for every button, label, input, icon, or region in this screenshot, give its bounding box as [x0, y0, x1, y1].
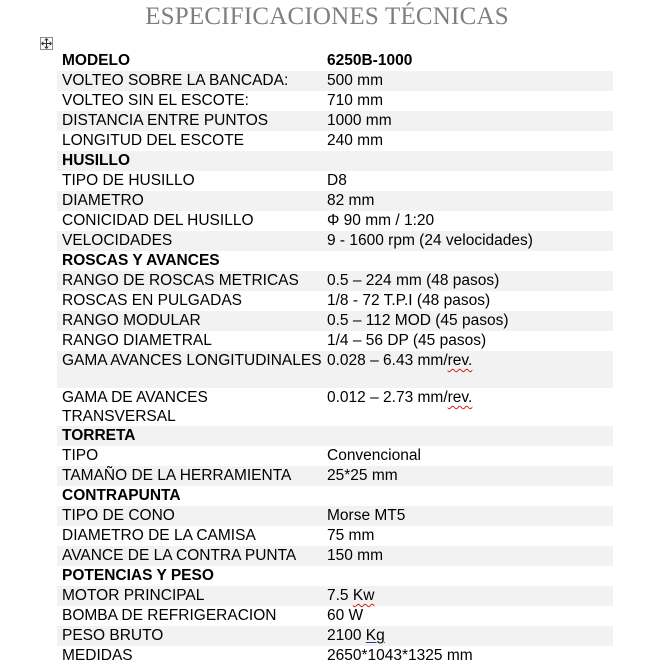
- underlined-unit-text: Kg: [365, 627, 385, 644]
- row-value: [323, 151, 613, 171]
- table-row: [57, 171, 613, 191]
- table-row: [57, 526, 613, 546]
- row-label: DIAMETRO: [57, 191, 323, 211]
- row-label: TAMAÑO DE LA HERRAMIENTA: [57, 466, 323, 486]
- section-header-husillo: [57, 151, 613, 171]
- row-value: 500 mm: [323, 71, 613, 91]
- row-value: 6250B-1000: [327, 52, 413, 69]
- table-row: [57, 111, 613, 131]
- section-label: TORRETA: [57, 426, 323, 446]
- table-row: [57, 626, 613, 646]
- table-row: [57, 546, 613, 566]
- table-row: [57, 231, 613, 251]
- row-value: 240 mm: [327, 132, 383, 149]
- section-header-contrapunta: [57, 486, 613, 506]
- table-row: [57, 606, 613, 626]
- row-value: 710 mm: [327, 92, 383, 109]
- row-label: AVANCE DE LA CONTRA PUNTA: [57, 546, 323, 566]
- row-label: TIPO: [62, 447, 99, 464]
- row-value: Convencional: [327, 447, 421, 464]
- row-value: 75 mm: [327, 527, 375, 544]
- value-text: 2100: [327, 627, 366, 644]
- table-row-modelo: [57, 51, 613, 71]
- row-label: RANGO DIAMETRAL: [62, 332, 212, 349]
- table-move-handle[interactable]: [40, 37, 53, 50]
- row-value: Morse MT5: [323, 506, 613, 526]
- table-row: [57, 211, 613, 231]
- row-label: VOLTEO SIN EL ESCOTE:: [62, 92, 249, 109]
- row-label: MODELO: [62, 52, 131, 69]
- table-row: [57, 191, 613, 211]
- table-row: [57, 506, 613, 526]
- row-value: 1/4 – 56 DP (45 pasos): [327, 332, 487, 349]
- section-header-roscas: [57, 251, 613, 271]
- section-label: POTENCIAS Y PESO: [62, 567, 214, 584]
- spellcheck-flagged-text: rev.: [447, 352, 473, 369]
- table-row: [57, 291, 613, 311]
- value-text: 0.028 – 6.43 mm/: [327, 352, 448, 369]
- row-value: D8: [327, 172, 347, 189]
- move-icon: [41, 38, 52, 49]
- row-value: [323, 388, 613, 426]
- row-value: 2650*1043*1325 mm: [327, 647, 473, 664]
- row-label: GAMA AVANCES LONGITUDINALES: [57, 351, 323, 388]
- section-label: CONTRAPUNTA: [62, 487, 181, 504]
- row-value: 1/8 - 72 T.P.I (48 pasos): [327, 292, 491, 309]
- row-label: CONICIDAD DEL HUSILLO: [62, 212, 254, 229]
- table-row: [57, 91, 613, 111]
- row-label: VELOCIDADES: [57, 231, 323, 251]
- spellcheck-flagged-text: Kw: [352, 587, 375, 604]
- row-label: GAMA DE AVANCES TRANSVERSAL: [62, 389, 208, 425]
- row-value: [323, 251, 613, 271]
- row-label: VOLTEO SOBRE LA BANCADA:: [57, 71, 323, 91]
- row-label: LONGITUD DEL ESCOTE: [62, 132, 245, 149]
- row-label: TIPO DE HUSILLO: [62, 172, 195, 189]
- spec-table: [57, 51, 613, 666]
- row-value: [323, 566, 613, 586]
- table-row: [57, 131, 613, 151]
- spellcheck-flagged-text: rev.: [447, 389, 473, 406]
- section-header-potencias: [57, 566, 613, 586]
- row-value: [323, 351, 613, 388]
- row-value: 1000 mm: [323, 111, 613, 131]
- row-label: RANGO DE ROSCAS METRICAS: [57, 271, 323, 291]
- table-row: [57, 331, 613, 351]
- row-label: ROSCAS EN PULGADAS: [62, 292, 243, 309]
- row-value: Φ 90 mm / 1:20: [327, 212, 435, 229]
- table-row: [57, 351, 613, 388]
- row-label: BOMBA DE REFRIGERACION: [62, 607, 277, 624]
- row-label: PESO BRUTO: [57, 626, 323, 646]
- row-value: 9 - 1600 rpm (24 velocidades): [323, 231, 613, 251]
- row-label: TIPO DE CONO: [57, 506, 323, 526]
- row-label: MOTOR PRINCIPAL: [57, 586, 323, 606]
- section-label: ROSCAS Y AVANCES: [62, 252, 220, 269]
- table-row: [57, 466, 613, 486]
- table-row: [57, 446, 613, 466]
- table-row: [57, 388, 613, 426]
- page-title: ESPECIFICACIONES TÉCNICAS: [145, 3, 509, 30]
- row-value: [323, 426, 613, 446]
- value-text: 0.012 – 2.73 mm/: [327, 389, 448, 406]
- row-value: 0.5 – 112 MOD (45 pasos): [323, 311, 613, 331]
- section-header-torreta: [57, 426, 613, 446]
- row-value: 60 W: [327, 607, 364, 624]
- table-row: [57, 71, 613, 91]
- row-value: [323, 626, 613, 646]
- row-value: 150 mm: [323, 546, 613, 566]
- table-row: [57, 646, 613, 666]
- table-row: [57, 311, 613, 331]
- row-value: 0.5 – 224 mm (48 pasos): [323, 271, 613, 291]
- row-value: [323, 586, 613, 606]
- value-text: 7.5: [327, 587, 353, 604]
- row-label: DIAMETRO DE LA CAMISA: [62, 527, 256, 544]
- row-label: RANGO MODULAR: [57, 311, 323, 331]
- row-value: 25*25 mm: [323, 466, 613, 486]
- row-value: 82 mm: [323, 191, 613, 211]
- row-label: DISTANCIA ENTRE PUNTOS: [57, 111, 323, 131]
- row-value: [323, 486, 613, 506]
- table-row: [57, 586, 613, 606]
- table-row: [57, 271, 613, 291]
- row-label: MEDIDAS: [62, 647, 133, 664]
- section-label: HUSILLO: [57, 151, 323, 171]
